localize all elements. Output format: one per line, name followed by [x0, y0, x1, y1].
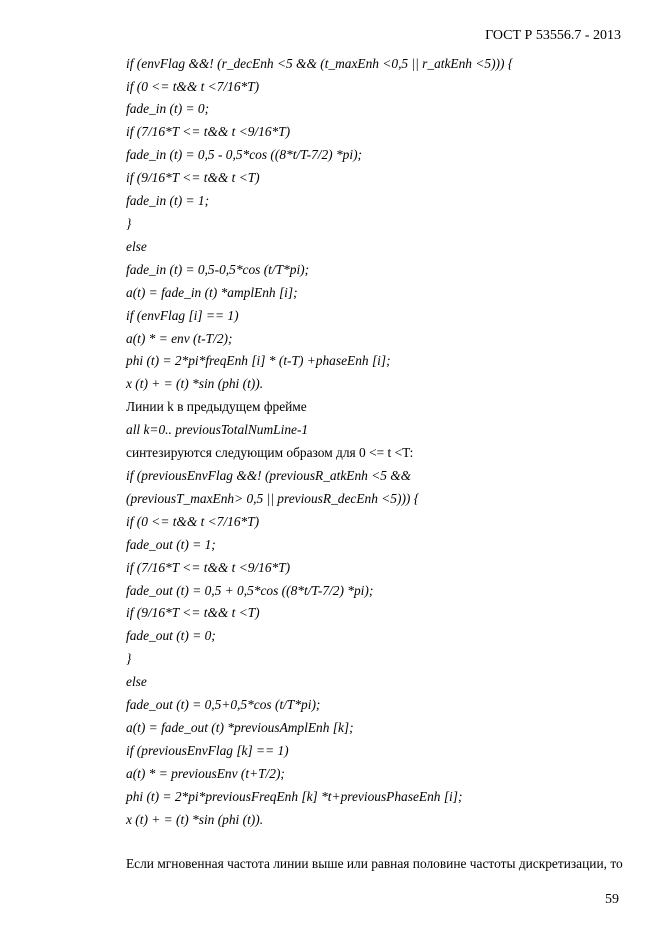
- code-line: if (envFlag [i] == 1): [126, 308, 239, 323]
- code-line: phi (t) = 2*pi*previousFreqEnh [k] *t+previousPhaseEnh [i];: [126, 789, 463, 804]
- code-line: if (0 <= t&& t <7/16*T): [126, 514, 260, 529]
- body-paragraph: Если мгновенная частота линии выше или равная половине частоты дискретизации, то: [126, 856, 623, 871]
- code-line: a(t) = fade_in (t) *amplEnh [i];: [126, 285, 298, 300]
- code-line: }: [126, 651, 132, 666]
- document-header: ГОСТ Р 53556.7 - 2013: [485, 28, 621, 43]
- code-line: fade_out (t) = 1;: [126, 537, 216, 552]
- code-line: fade_in (t) = 0,5-0,5*cos (t/T*pi);: [126, 262, 310, 277]
- code-line: phi (t) = 2*pi*freqEnh [i] * (t-T) +phaseEnh [i];: [126, 353, 391, 368]
- code-line: fade_out (t) = 0;: [126, 628, 216, 643]
- code-line: fade_out (t) = 0,5+0,5*cos (t/T*pi);: [126, 697, 321, 712]
- code-line: x (t) + = (t) *sin (phi (t)).: [126, 812, 264, 827]
- code-line: fade_in (t) = 0,5 - 0,5*cos ((8*t/T-7/2) *pi);: [126, 147, 363, 162]
- code-line: fade_in (t) = 1;: [126, 193, 210, 208]
- code-line: a(t) = fade_out (t) *previousAmplEnh [k];: [126, 720, 354, 735]
- code-line: fade_in (t) = 0;: [126, 101, 210, 116]
- code-line: a(t) * = previousEnv (t+T/2);: [126, 766, 285, 781]
- code-line: if (7/16*T <= t&& t <9/16*T): [126, 124, 291, 139]
- code-line: if (previousEnvFlag &&! (previousR_atkEnh <5 &&: [126, 468, 412, 483]
- code-line: all k=0.. previousTotalNumLine-1: [126, 422, 309, 437]
- code-line: x (t) + = (t) *sin (phi (t)).: [126, 376, 264, 391]
- code-line: }: [126, 216, 132, 231]
- code-line: if (0 <= t&& t <7/16*T): [126, 79, 260, 94]
- text-line: синтезируются следующим образом для 0 <= t <T:: [126, 445, 414, 460]
- text-line: Линии k в предыдущем фрейме: [126, 399, 307, 414]
- code-line: if (envFlag &&! (r_decEnh <5 && (t_maxEnh <0,5 || r_atkEnh <5))) {: [126, 56, 514, 71]
- code-line: fade_out (t) = 0,5 + 0,5*cos ((8*t/T-7/2) *pi);: [126, 583, 374, 598]
- code-line: if (7/16*T <= t&& t <9/16*T): [126, 560, 291, 575]
- code-line: if (9/16*T <= t&& t <T): [126, 605, 260, 620]
- code-line: a(t) * = env (t-T/2);: [126, 331, 233, 346]
- code-line: else: [126, 239, 147, 254]
- code-line: else: [126, 674, 147, 689]
- page-number: 59: [605, 892, 619, 907]
- code-line: if (previousEnvFlag [k] == 1): [126, 743, 289, 758]
- code-line: (previousT_maxEnh> 0,5 || previousR_decEnh <5))) {: [126, 491, 420, 506]
- code-line: if (9/16*T <= t&& t <T): [126, 170, 260, 185]
